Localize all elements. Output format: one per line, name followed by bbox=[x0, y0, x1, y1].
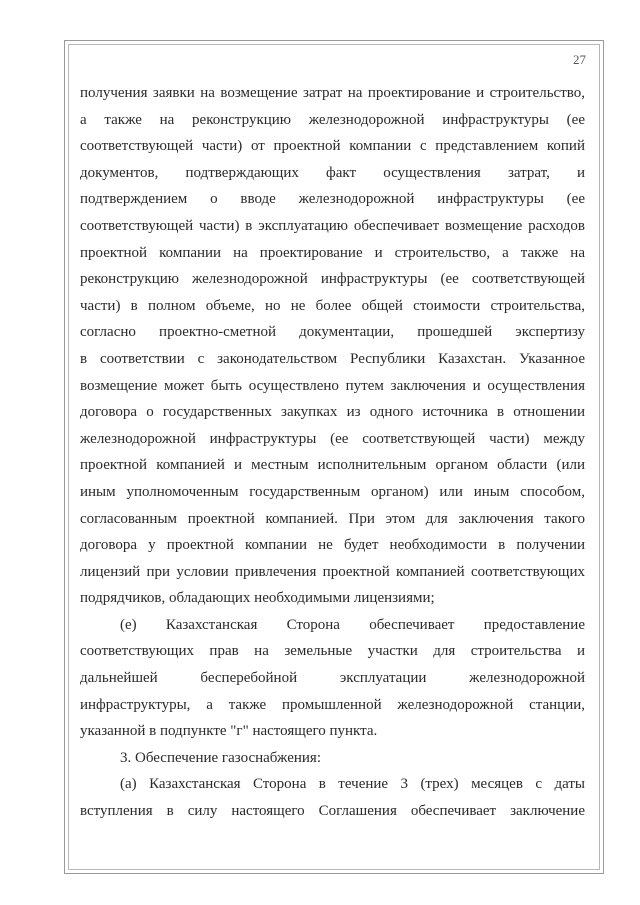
text-line: (е) Казахстанская Сторона обеспечивает предоставление bbox=[120, 616, 585, 633]
text-line: проектной компании на проектирование и строительство, а также на bbox=[80, 244, 585, 261]
text-line: соответствующих прав на земельные участки для строительства и bbox=[80, 643, 585, 660]
text-line: указанной в подпункте "г" настоящего пункта. bbox=[80, 723, 378, 740]
text-line: лицензий при условии привлечения проектной компанией соответствующих bbox=[80, 563, 585, 580]
text-line: железнодорожной инфраструктуры (ее соответствующей части) между bbox=[80, 430, 585, 447]
text-line: получения заявки на возмещение затрат на проектирование и строительство, bbox=[80, 85, 585, 101]
text-line: согласно проектно-сметной документации, прошедшей экспертизу bbox=[80, 324, 585, 341]
text-line: подтверждением о вводе железнодорожной инфраструктуры (ее bbox=[80, 191, 585, 208]
text-line: договора о государственных закупках из одного источника в отношении bbox=[80, 404, 585, 421]
text-line: части) в полном объеме, но не более общей стоимости строительства, bbox=[80, 297, 585, 314]
text-line: возмещение может быть осуществлено путем заключения и осуществления bbox=[80, 377, 585, 394]
text-line: согласованным проектной компанией. При этом для заключения такого bbox=[80, 510, 585, 527]
text-line: документов, подтверждающих факт осуществления затрат, и bbox=[80, 164, 585, 181]
text-line: договора у проектной компании не будет необходимости в получении bbox=[80, 537, 585, 554]
text-line: соответствующей части) в эксплуатацию обеспечивает возмещение расходов bbox=[80, 217, 585, 234]
text-line: инфраструктуры, а также промышленной железнодорожной станции, bbox=[80, 696, 585, 713]
text-line: в соответствии с законодательством Республики Казахстан. Указанное bbox=[80, 350, 585, 367]
text-line: дальнейшей бесперебойной эксплуатации железнодорожной bbox=[80, 670, 585, 687]
text-line: подрядчиков, обладающих необходимыми лицензиями; bbox=[80, 590, 435, 607]
text-line: реконструкцию железнодорожной инфраструктуры (ее соответствующей bbox=[80, 271, 585, 288]
text-line: (а) Казахстанская Сторона в течение 3 (трех) месяцев с даты bbox=[120, 776, 585, 793]
document-body bbox=[80, 80, 585, 825]
text-line: а также на реконструкцию железнодорожной инфраструктуры (ее bbox=[80, 111, 585, 128]
text-line: проектной компанией и местным исполнительным органом области (или bbox=[80, 457, 585, 474]
page-number: 27 bbox=[573, 52, 586, 67]
text-line: соответствующей части) от проектной компании с представлением копий bbox=[80, 138, 585, 155]
text-line: иным уполномоченным государственным органом) или иным способом, bbox=[80, 483, 585, 500]
text-line: 3. Обеспечение газоснабжения: bbox=[120, 749, 321, 766]
text-line: вступления в силу настоящего Соглашения обеспечивает заключение bbox=[80, 803, 585, 820]
